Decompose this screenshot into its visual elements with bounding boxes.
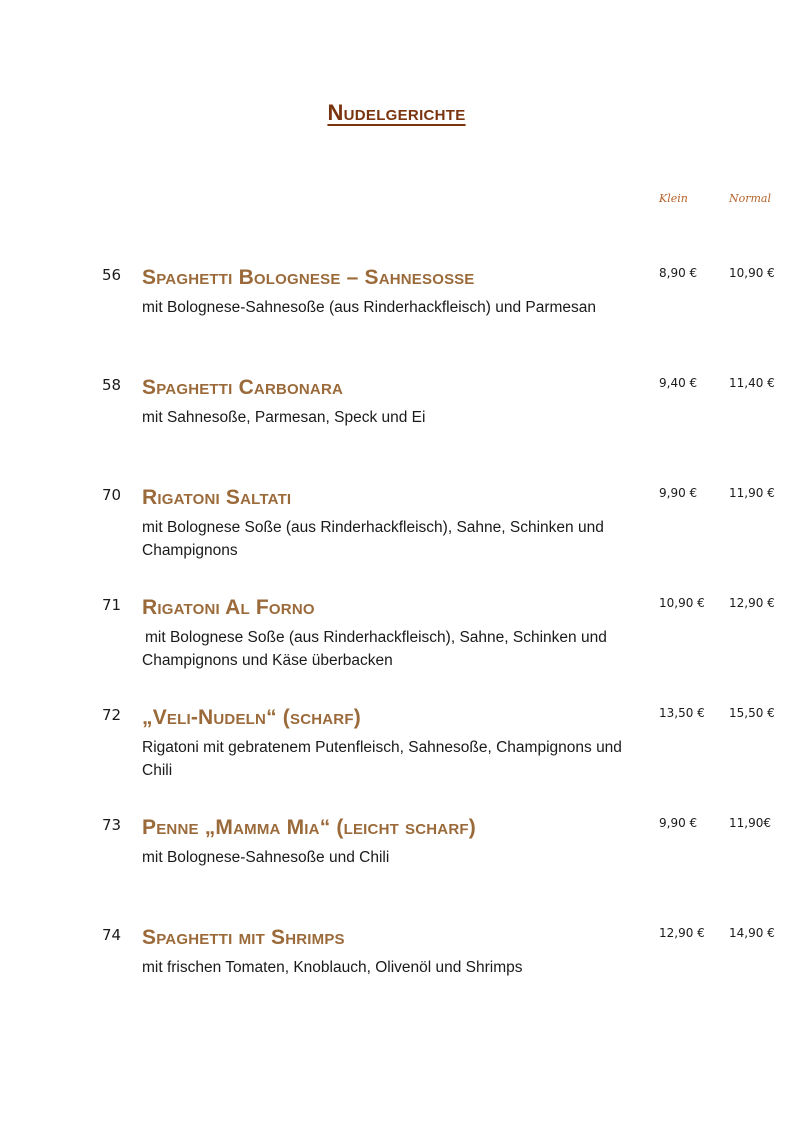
item-number: 56 <box>102 266 122 284</box>
price-normal: 12,90 € <box>729 596 775 610</box>
price-normal: 14,90 € <box>729 926 775 940</box>
price-klein: 9,90 € <box>659 816 698 830</box>
item-number: 70 <box>102 486 122 504</box>
item-number: 74 <box>102 926 122 944</box>
item-name: „Veli-Nudeln“ (scharf) <box>142 706 361 729</box>
column-header-klein: Klein <box>659 192 688 205</box>
item-description: mit Sahnesoße, Parmesan, Speck und Ei <box>142 409 426 426</box>
item-number: 71 <box>102 596 122 614</box>
item-name: Spaghetti Bolognese – Sahnesoße <box>142 266 475 289</box>
price-normal: 11,90€ <box>729 816 771 830</box>
page-title-wrap <box>0 100 793 126</box>
item-name: Rigatoni Al Forno <box>142 596 315 619</box>
price-klein: 9,90 € <box>659 486 698 500</box>
item-name: Rigatoni Saltati <box>142 486 292 509</box>
price-normal: 15,50 € <box>729 706 775 720</box>
price-klein: 13,50 € <box>659 706 705 720</box>
item-number: 72 <box>102 706 122 724</box>
item-name: Spaghetti Carbonara <box>142 376 344 399</box>
page-title: Nudelgerichte <box>327 100 466 125</box>
price-klein: 12,90 € <box>659 926 705 940</box>
column-header-normal: Normal <box>729 192 772 205</box>
item-description: mit Bolognese Soße (aus Rinderhackfleisch), Sahne, Schinken und Champignons und Käse überbacken <box>142 629 607 669</box>
item-description: mit Bolognese Soße (aus Rinderhackfleisch), Sahne, Schinken und Champignons <box>142 519 604 559</box>
item-description: mit frischen Tomaten, Knoblauch, Olivenöl und Shrimps <box>142 959 523 976</box>
price-klein: 10,90 € <box>659 596 705 610</box>
price-normal: 11,90 € <box>729 486 775 500</box>
item-description: mit Bolognese-Sahnesoße (aus Rinderhackfleisch) und Parmesan <box>142 299 597 316</box>
price-klein: 8,90 € <box>659 266 698 280</box>
price-normal: 10,90 € <box>729 266 775 280</box>
item-name: Spaghetti mit Shrimps <box>142 926 345 949</box>
price-normal: 11,40 € <box>729 376 775 390</box>
item-number: 73 <box>102 816 122 834</box>
price-klein: 9,40 € <box>659 376 698 390</box>
item-name: Penne „Mamma Mia“ (leicht scharf) <box>142 816 476 839</box>
item-description: Rigatoni mit gebratenem Putenfleisch, Sahnesoße, Champignons und Chili <box>142 739 622 779</box>
item-description: mit Bolognese-Sahnesoße und Chili <box>142 849 390 866</box>
item-number: 58 <box>102 376 122 394</box>
